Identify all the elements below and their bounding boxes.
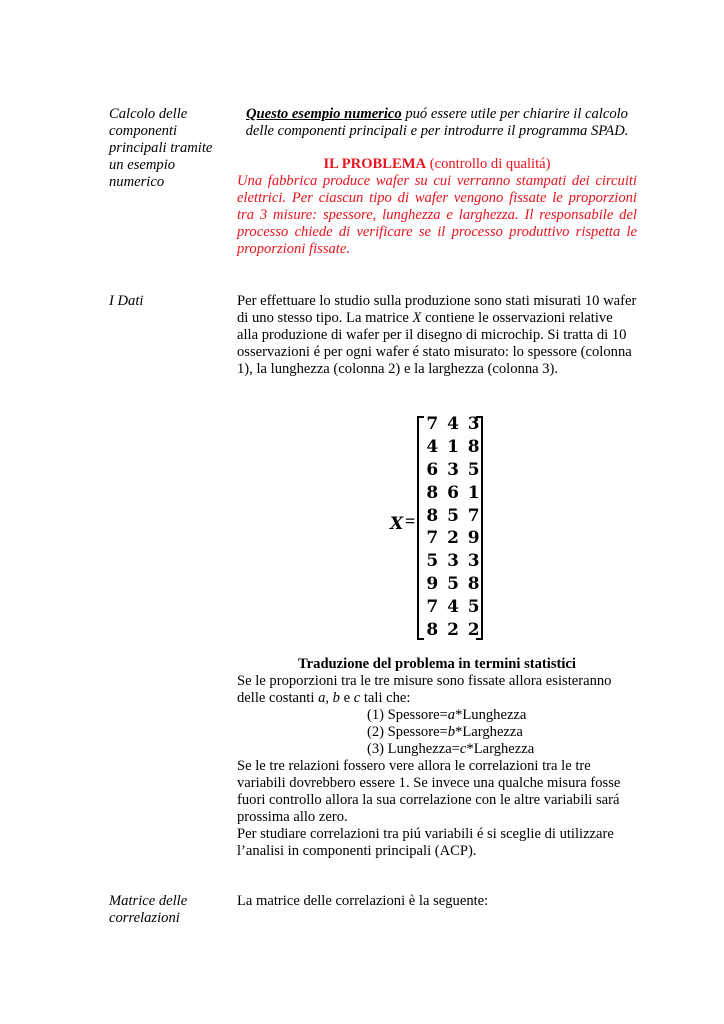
matrix-equals: = xyxy=(405,511,416,531)
matrix-row xyxy=(422,459,484,482)
matrix-row xyxy=(422,413,484,436)
side-label-line: numerico xyxy=(109,174,165,190)
problem-text: Una fabbrica produce wafer su cui verranno stampati dei circuiti elettrici. Per ciascun tipo di wafer vengono fissate le proporzioni tra 3 misure: spessore, lunghezza e larghezza. Il responsabile del processo chiede di verificare se il processo produttivo rispetta le proporzioni fissate. xyxy=(237,173,637,257)
para-3: Per studiare correlazioni tra piú variabili é si sceglie di utilizzare l’analisi in componenti principali (ACP). xyxy=(237,826,614,859)
const-b: b xyxy=(332,690,340,706)
matrix-row xyxy=(422,595,484,618)
side-label-line: componenti xyxy=(109,123,178,139)
dati-text-a: Per effettuare lo studio sulla produzione sono stati misurati 10 wafer di uno stesso tipo. La matrice xyxy=(237,293,637,326)
matrix-cell: 9 xyxy=(426,573,439,594)
matrix-cell: 8 xyxy=(426,619,439,640)
matrix-grid xyxy=(422,413,484,641)
intro-rest: puó essere utile per chiarire il calcolo xyxy=(401,106,628,122)
trans-line-1: Se le proporzioni tra le tre misure sono fissate allora esisteranno xyxy=(237,673,612,689)
matrix-cell: 4 xyxy=(447,596,459,617)
trans-text: delle costanti xyxy=(237,690,319,706)
problem-title-bold: IL PROBLEMA xyxy=(323,156,427,172)
matrix-cell: 7 xyxy=(426,528,439,549)
matrix-row xyxy=(422,436,484,459)
equation-3: (3) Lunghezza=c*Larghezza xyxy=(367,741,535,757)
matrix-cell: 2 xyxy=(447,619,459,640)
matrix-cell: 7 xyxy=(426,596,439,617)
intro-paragraph xyxy=(237,106,637,140)
side-label-line: Calcolo delle xyxy=(109,106,188,122)
side-label-dati: I Dati xyxy=(109,293,144,309)
matrix-row xyxy=(422,550,484,573)
matrix-cell: 5 xyxy=(467,596,480,617)
const-c: c xyxy=(353,690,361,706)
matrix-cell: 6 xyxy=(447,482,459,503)
translation-title: Traduzione del problema in termini statistici xyxy=(298,656,576,672)
side-label-calcolo xyxy=(109,106,212,191)
matrice-text: La matrice delle correlazioni è la seguente: xyxy=(237,893,489,909)
intro-block xyxy=(237,106,637,140)
comma: , xyxy=(325,690,333,706)
side-label-line: Matrice delle xyxy=(109,893,188,909)
matrix-cell: 3 xyxy=(447,551,459,572)
matrix-cell: 5 xyxy=(426,551,439,572)
and: e xyxy=(339,690,354,706)
matrix-row xyxy=(422,573,484,596)
side-label-line: correlazioni xyxy=(109,910,180,926)
matrix-cell: 3 xyxy=(447,459,459,480)
matrix-cell: 3 xyxy=(467,551,480,572)
matrix-cell: 8 xyxy=(426,505,439,526)
side-label-matrice xyxy=(109,893,187,927)
matrix-cell: 4 xyxy=(447,414,459,435)
const-a: a xyxy=(318,690,326,706)
matrix-cell: 3 xyxy=(467,414,480,435)
equation-2: (2) Spessore=b*Larghezza xyxy=(367,724,523,740)
trans-line-2 xyxy=(237,690,637,707)
matrix-cell: 5 xyxy=(447,573,459,594)
problem-title xyxy=(237,156,637,173)
matrix-cell: 7 xyxy=(467,505,480,526)
matrix-cell: 2 xyxy=(447,528,459,549)
para-2: Se le tre relazioni fossero vere allora le correlazioni tra le tre variabili dovrebbero essere 1. Se invece una qualche misura fosse fuori controllo allora la sua correlazione con le altre variabili sará prossima allo zero. xyxy=(237,758,621,825)
dati-text-b: contiene le osservazioni relative alla produzione di wafer per il disegno di microchip. Si tratta di 10 osservazioni é per ogni wafer é stato misurato: lo spessore (colonna 1), la lunghezza (colonna 2) e la larghezza (colonna 3). xyxy=(237,310,632,377)
matrix-cell: 5 xyxy=(447,505,459,526)
matrix-row xyxy=(422,504,484,527)
matrix-cell: 1 xyxy=(467,482,480,503)
matrix-cell: 4 xyxy=(426,437,439,458)
matrix-cell: 7 xyxy=(426,414,439,435)
side-label-line: un esempio xyxy=(109,157,176,173)
matrix-cell: 8 xyxy=(426,482,439,503)
equation-1: (1) Spessore=a*Lunghezza xyxy=(367,707,527,723)
matrix-label: X xyxy=(390,514,404,534)
matrix-row xyxy=(422,527,484,550)
matrix-cell: 8 xyxy=(467,573,480,594)
dati-paragraph xyxy=(237,293,637,378)
matrix-row xyxy=(422,618,484,641)
matrix-cell: 5 xyxy=(467,459,480,480)
dati-x: X xyxy=(412,310,422,326)
trans-text: tali che: xyxy=(360,690,411,706)
matrix-cell: 8 xyxy=(467,437,480,458)
matrix-row xyxy=(422,481,484,504)
problem-title-rest: (controllo di qualitá) xyxy=(426,156,551,172)
side-label-line: principali tramite xyxy=(109,140,213,156)
matrix-cell: 9 xyxy=(467,528,480,549)
intro-line-2: delle componenti principali e per introdurre il programma SPAD. xyxy=(245,123,629,139)
matrix-cell: 1 xyxy=(447,437,459,458)
matrix-cell: 6 xyxy=(426,459,439,480)
matrix-cell: 2 xyxy=(467,619,480,640)
intro-bold: Questo esempio numerico xyxy=(246,106,402,122)
translation-block xyxy=(237,673,637,860)
